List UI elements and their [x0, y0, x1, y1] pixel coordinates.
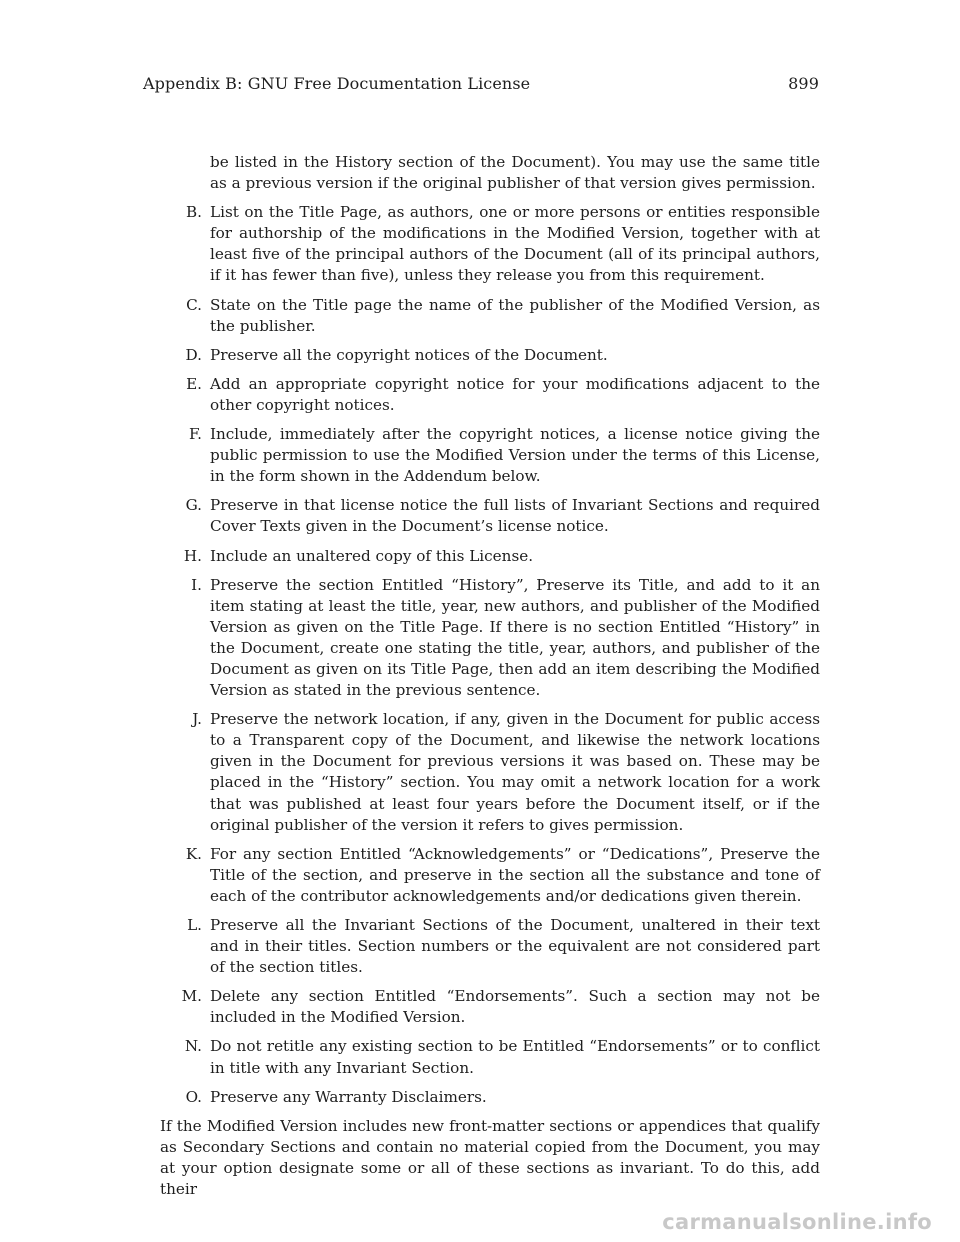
- list-item: [160, 844, 820, 907]
- list-item-label: B.: [186, 203, 202, 222]
- list-item-text: Preserve any Warranty Disclaimers.: [210, 1087, 487, 1106]
- list-item-label: F.: [189, 425, 202, 444]
- list-item: [160, 295, 820, 337]
- list-item-label: I.: [191, 575, 202, 594]
- header-title: Appendix B: GNU Free Documentation License: [143, 74, 531, 93]
- list-item-label: E.: [186, 374, 202, 393]
- list-item-text: Preserve the network location, if any, given in the Document for public access to a Transparent copy of the Document, and likewise the network locations given in the Document for previous versions it was based on. These may be placed in the “History” section. You may omit a network location for a work that was published at least four years before the Document itself, or if the original publisher of the version it refers to gives permission.: [210, 710, 820, 834]
- list-item-label: H.: [183, 546, 202, 565]
- continuation-paragraph: be listed in the History section of the Document). You may use the same title as a previous version if the original publisher of that version gives permission.: [210, 153, 820, 193]
- modification-list: [160, 202, 820, 1108]
- list-item: [160, 202, 820, 286]
- page-number: 899: [788, 74, 819, 93]
- list-item-text: Include an unaltered copy of this License.: [210, 546, 534, 565]
- closing-paragraph: If the Modified Version includes new front-matter sections or appendices that qualify as Secondary Sections and contain no material copied from the Document, you may at your option designate some or all of these sections as invariant. To do this, add their: [160, 1116, 820, 1199]
- list-item: [160, 1087, 820, 1108]
- list-item-label: M.: [181, 987, 202, 1006]
- list-item: [160, 345, 820, 366]
- list-item: [160, 546, 820, 567]
- list-item: [160, 1036, 820, 1078]
- list-item: [160, 374, 820, 416]
- list-item-text: Do not retitle any existing section to be Entitled “Endorsements” or to conflict in title with any Invariant Section.: [210, 1037, 820, 1077]
- list-item-label: D.: [185, 345, 202, 364]
- list-item-text: Preserve all the copyright notices of the Document.: [210, 345, 608, 364]
- list-item-text: Preserve in that license notice the full lists of Invariant Sections and required Cover Texts given in the Document’s license notice.: [210, 496, 820, 536]
- list-item-text: State on the Title page the name of the publisher of the Modified Version, as the publisher.: [210, 295, 820, 335]
- list-item-text: Preserve all the Invariant Sections of the Document, unaltered in their text and in their titles. Section numbers or the equivalent are not considered part of the section titles.: [210, 916, 820, 977]
- list-item-text: Delete any section Entitled “Endorsements”. Such a section may not be included in the Modified Version.: [210, 987, 820, 1027]
- list-item-text: Add an appropriate copyright notice for your modifications adjacent to the other copyright notices.: [210, 374, 820, 414]
- list-item-label: L.: [187, 916, 202, 934]
- list-item-label: J.: [192, 710, 202, 729]
- list-item: [160, 709, 820, 836]
- list-item: [160, 575, 820, 702]
- list-item: [160, 495, 820, 537]
- list-item: [160, 915, 820, 978]
- list-item-text: For any section Entitled “Acknowledgements” or “Dedications”, Preserve the Title of the section, and preserve in the section all the substance and tone of each of the contributor acknowledgements and/or dedications given therein.: [210, 844, 820, 905]
- list-item-label: G.: [185, 496, 202, 515]
- list-item-text: List on the Title Page, as authors, one or more persons or entities responsible for authorship of the modifications in the Modified Version, together with at least five of the principal authors of the Document (all of its principal authors, if it has fewer than five), unless they release you from this requirement.: [210, 203, 820, 285]
- running-header: [143, 74, 819, 93]
- list-item-text: Include, immediately after the copyright notices, a license notice giving the public permission to use the Modified Version under the terms of this License, in the form shown in the Addendum below.: [210, 425, 820, 486]
- list-item: [160, 986, 820, 1028]
- body-text: [160, 152, 820, 1200]
- list-item: [160, 424, 820, 487]
- watermark: carmanualsonline.info: [662, 1210, 932, 1234]
- list-item-label: O.: [185, 1087, 202, 1106]
- list-item-label: C.: [186, 295, 202, 314]
- list-item-text: Preserve the section Entitled “History”, Preserve its Title, and add to it an item stating at least the title, year, new authors, and publisher of the Modified Version as given on the Title Page. If there is no section Entitled “History” in the Document, create one stating the title, year, authors, and publisher of the Document as given on its Title Page, then add an item describing the Modified Version as stated in the previous sentence.: [210, 575, 820, 700]
- list-item-label: K.: [185, 844, 202, 863]
- list-item-label: N.: [184, 1037, 202, 1056]
